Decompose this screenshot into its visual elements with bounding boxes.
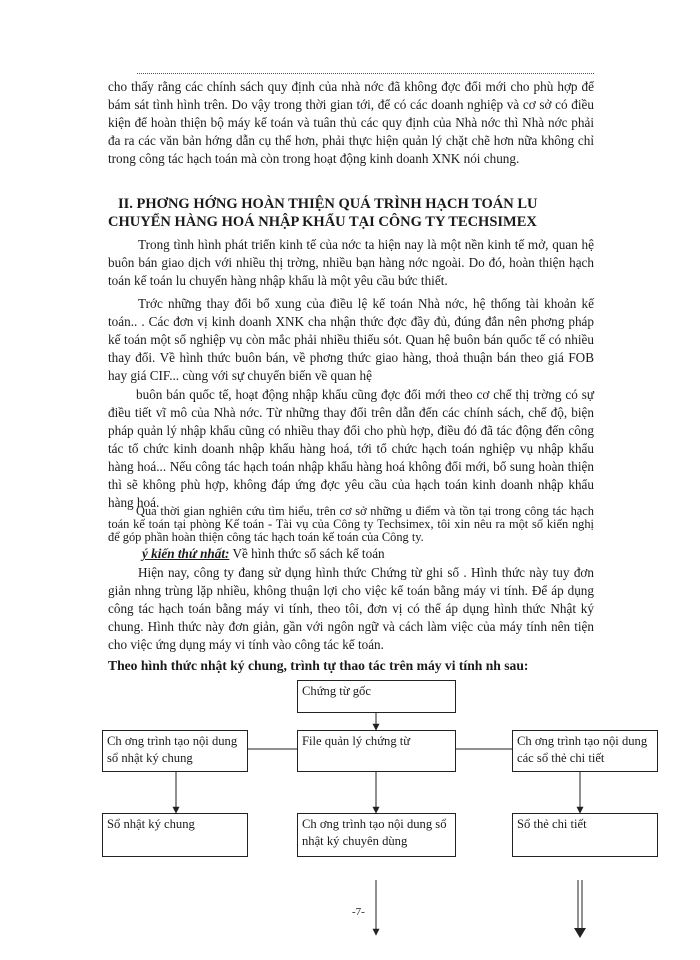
paragraph-intro: cho thấy rằng các chính sách quy định của nhà nớc đã không đợc đổi mới cho phù hợp để bám sát tình hình trên. Do vậy trong thời gian tới, để có các doanh nghiệp và cơ sở có điều kiện để hoàn thiện bộ máy kế toán và tuân thủ các quy định của Nhà nớc thì Nhà nớc phải đa ra các văn bản hớng dẫn cụ thể hơn, phải thực hiện quản lý chặt chẽ hơn nữa không chỉ trong công tác hạch toán mà còn trong hoạt động kinh doanh XNK nói chung. [108,79,594,166]
box-source-documents: Chứng từ gốc [297,680,456,713]
paragraph-context: Trong tình hình phát triển kinh tế của nớc ta hiện nay là một nền kinh tế mở, quan hệ buôn bán giao dịch với nhiều thị trờng, nhiều bạn hàng nớc ngoài. Do đó, hoàn thiện hạch toán kế toán lu chuyển hàng nhập khẩu là một yêu cầu bức thiết. [108,237,594,288]
box-special-journal-program: Ch ơng trình tạo nội dung sổ nhật ký chuyên dùng [297,813,456,857]
box-detail-ledger-program: Ch ơng trình tạo nội dung các sổ thẻ chi tiết [512,730,658,772]
box-general-journal: Sổ nhật ký chung [102,813,248,857]
proposal-label: ý kiến thứ nhất: [142,546,230,561]
proposal-text: Về hình thức sổ sách kế toán [229,546,385,561]
box-general-journal-program: Ch ơng trình tạo nội dung sổ nhật ký chung [102,730,248,772]
paragraph-changes: Trớc những thay đổi bổ xung của điều lệ kế toán Nhà nớc, hệ thống tài khoản kế toán.. . Các đơn vị kinh doanh XNK cha nhận thức đợc đầy đủ, đúng đắn nên phơng pháp kế toán một số nghiệp vụ còn mắc phải nhiều thiếu sót. Quan hệ buôn bán quốc tế có nhiều thay đổi. Về hình thức buôn bán, về phơng thức giao hàng, thoả thuận bán theo giá FOB hay giá CIF... cùng với sự chuyển biến về quan hệ [108,296,594,383]
paragraph-research: Qua thời gian nghiên cứu tìm hiểu, trên cơ sở những u điểm và tồn tại trong công tác hạch toán kế toán tại phòng Kế toán - Tài vụ của Công ty Techsimex, tôi xin nêu ra một số kiến nghị để góp phần hoàn thiện công tác hạch toán kế toán của Công ty. [108,504,594,544]
paragraph-trade: buôn bán quốc tế, hoạt động nhập khẩu cũng đợc đổi mới theo cơ chế thị trờng có sự điều tiết vĩ mô của Nhà nớc. Từ những thay đổi trên dẫn đến các chính sách, chế độ, biện pháp quản lý nhập khẩu cũng có nhiều thay đổi cho phù hợp, điều đó đã tác động đến công tác tổ chức kinh doanh nhập khẩu hàng hoá, tới tổ chức hạch toán nghiệp vụ nhập khẩu hàng hoá... Nếu công tác hạch toán nhập khẩu hàng hoá không đổi mới, bổ sung hoàn thiện thì sẽ không phù hợp, không đáp ứng đợc yêu cầu của hạch toán kinh doanh nhập khẩu hàng hoá. [108,387,594,510]
paragraph-current-form: Hiện nay, công ty đang sử dụng hình thức Chứng từ ghi sổ . Hình thức này tuy đơn giản nhng trùng lặp nhiều, không thuận lợi cho việc kế toán bằng máy vi tính. Để áp dụng công tác hạch toán bằng máy vi tính, theo tôi, đơn vị có thể áp dụng hình thức Nhật ký chung. Hình thức này đơn giản, gần với ngôn ngữ và cách làm việc của máy tính nên tiện cho việc ứng dụng máy vi tính vào công tác kế toán. [108,565,594,652]
box-detail-ledger: Sổ thẻ chi tiết [512,813,658,857]
box-document-file: File quản lý chứng từ [297,730,456,772]
section-heading: II. PHƠNG HỚNG HOÀN THIỆN QUÁ TRÌNH HẠCH TOÁN LU CHUYỂN HÀNG HOÁ NHẬP KHẨU TẠI CÔNG TY TECHSIMEX [108,196,538,230]
flowchart-title: Theo hình thức nhật ký chung, trình tự thao tác trên máy vi tính nh sau: [108,658,529,673]
page-number: -7- [352,906,365,918]
